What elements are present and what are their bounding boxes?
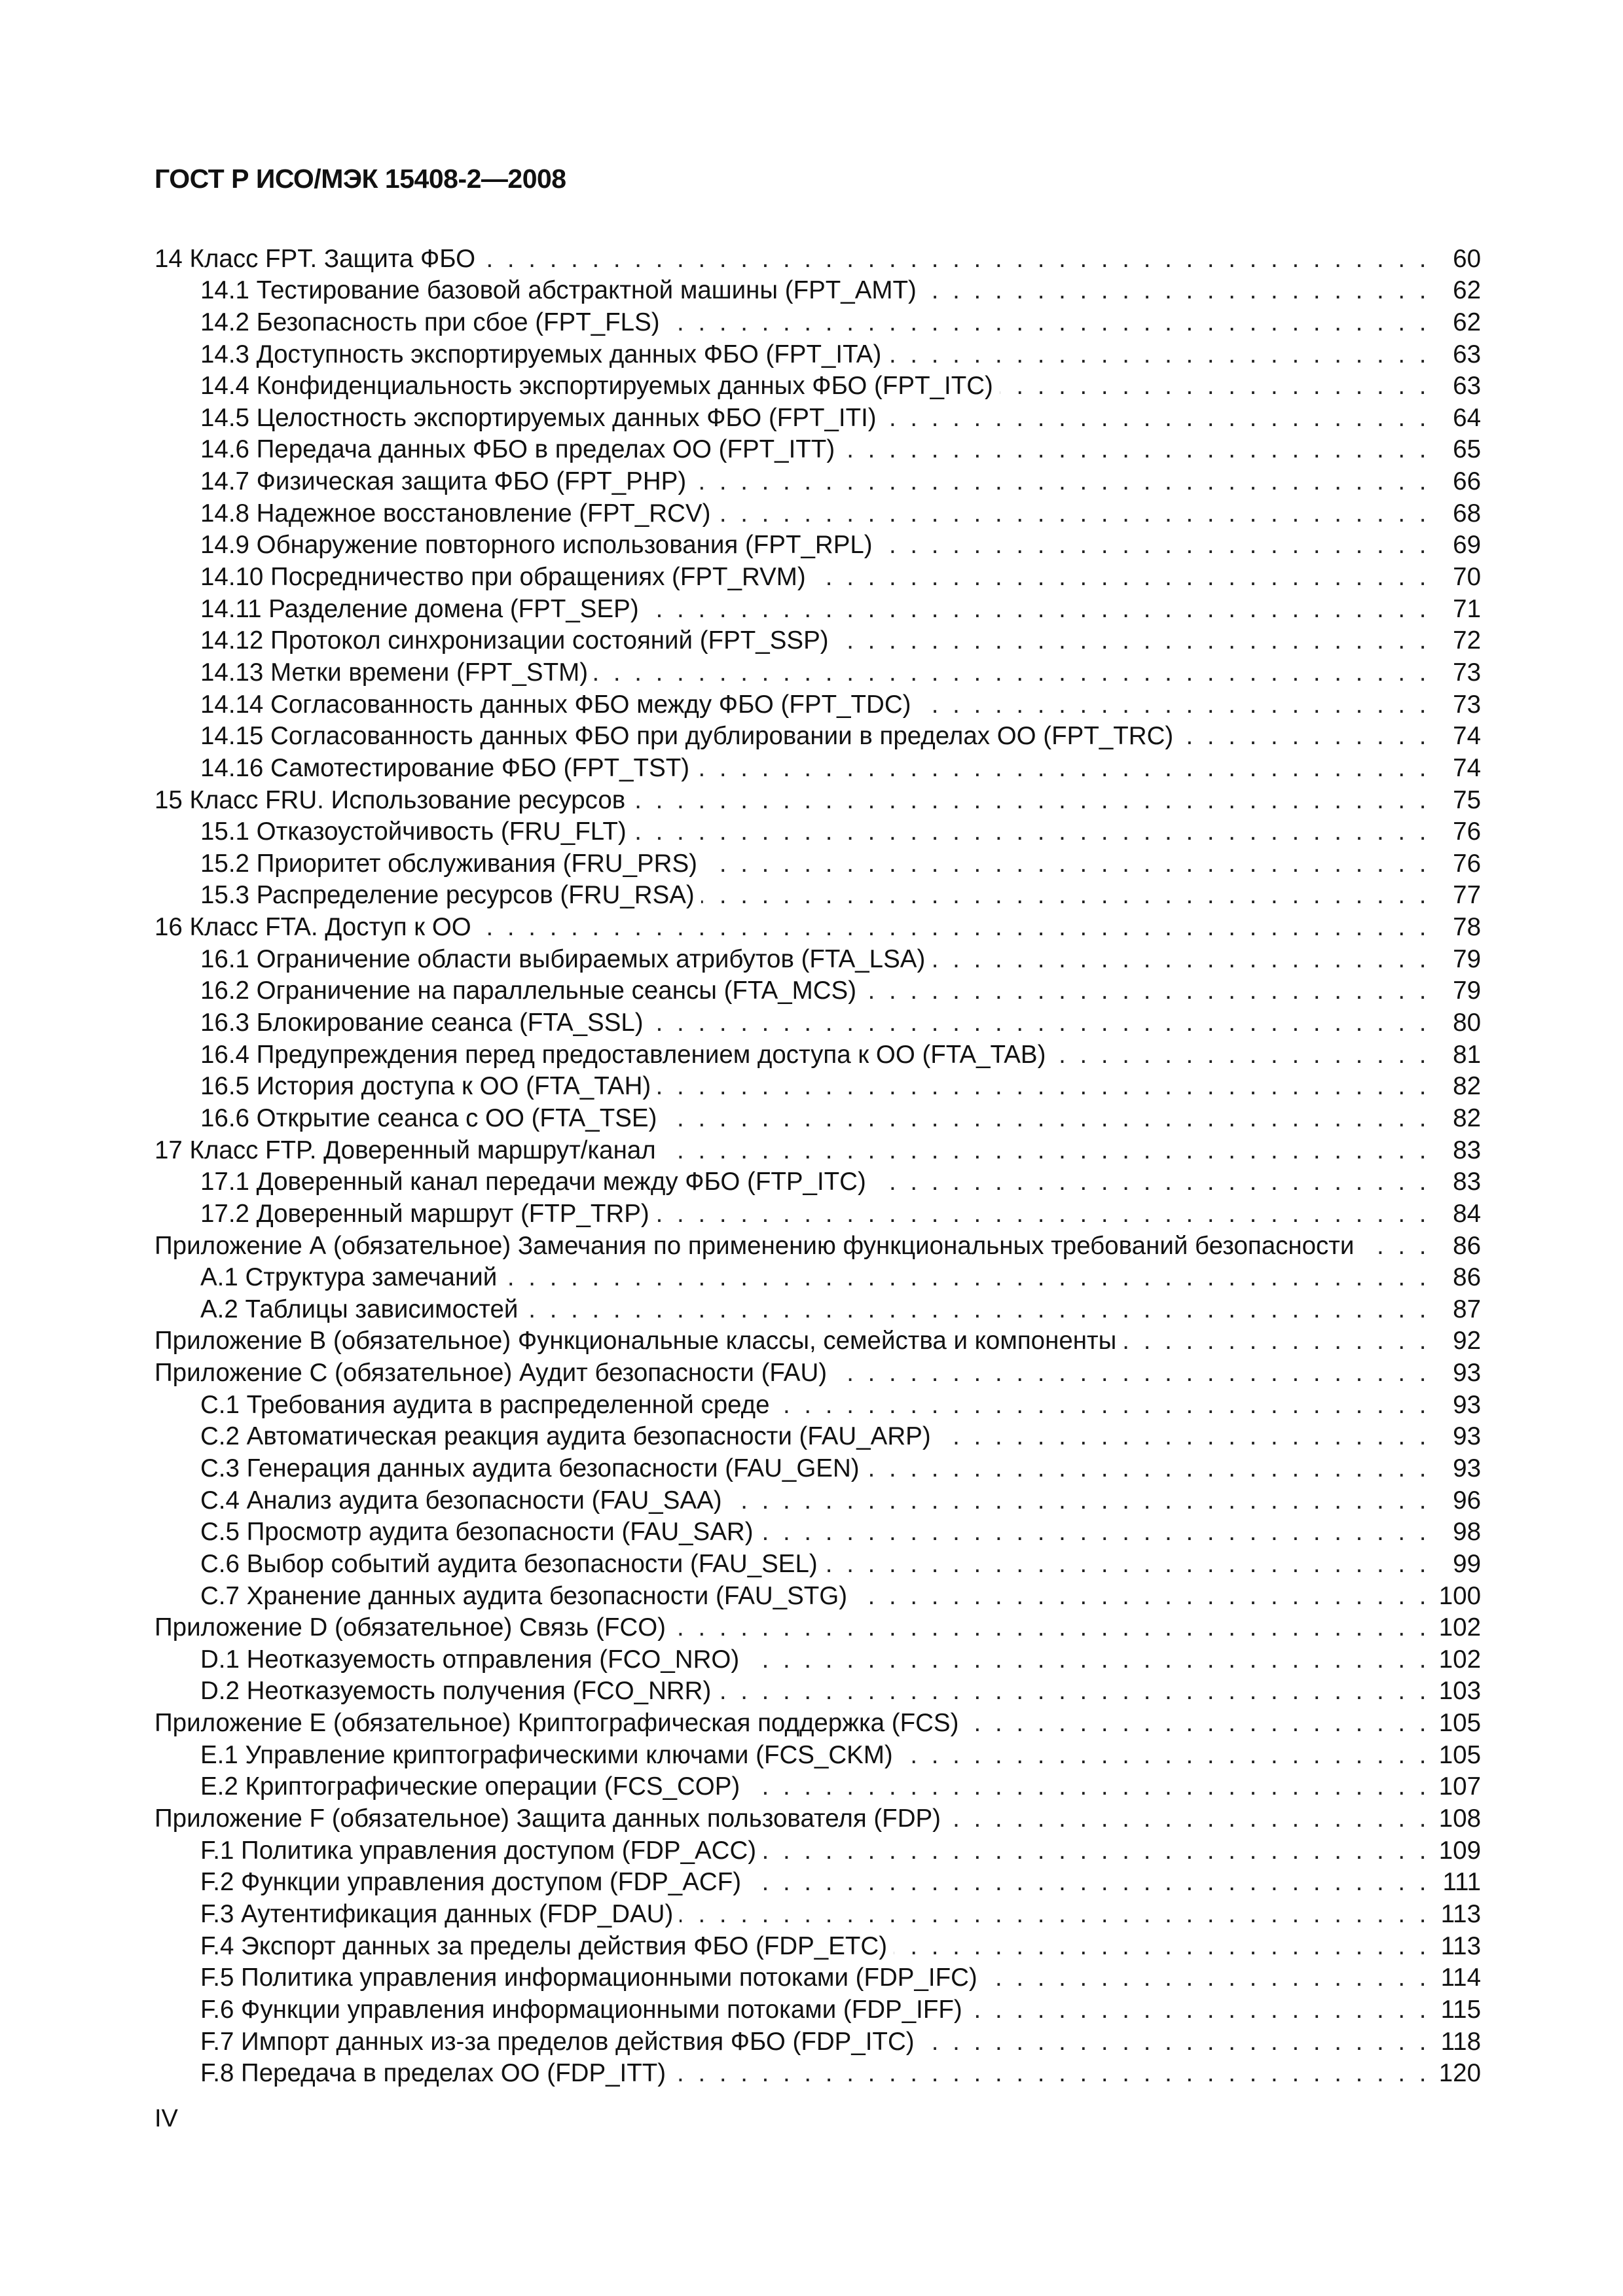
toc-leader-dots (921, 2026, 1430, 2058)
toc-entry-page: 93 (1453, 1390, 1481, 1419)
toc-leader-dots (656, 1198, 1430, 1230)
toc-entry-page: 113 (1440, 1899, 1481, 1928)
toc-entry (155, 1835, 1481, 1867)
toc-entry-title: F.2 Функции управления доступом (FDP_ACF) (200, 1867, 748, 1898)
toc-entry-page: 99 (1453, 1549, 1481, 1578)
toc-entry (155, 1930, 1481, 1962)
toc-entry-title: 14.11 Разделение домена (FPT_SEP) (200, 594, 646, 625)
toc-leader-dots (729, 1485, 1430, 1516)
toc-entry-page: 113 (1440, 1931, 1481, 1960)
toc-entry (155, 1962, 1481, 1994)
toc-leader-dots (1000, 370, 1430, 402)
toc-entry-title: 16.2 Ограничение на параллельные сеансы (FTA_MCS) (200, 975, 863, 1007)
toc-entry (155, 1516, 1481, 1549)
toc-entry-title: F.5 Политика управления информационными потоками (FDP_IFC) (200, 1962, 984, 1994)
toc-entry (155, 1580, 1481, 1612)
toc-entry-page: 75 (1453, 785, 1481, 814)
toc-leader-dots (866, 1453, 1430, 1484)
toc-leader-dots (923, 275, 1430, 306)
toc-entry-title: Приложение Е (обязательное) Криптографическая поддержка (FCS) (155, 1708, 965, 1739)
toc-entry (155, 1898, 1481, 1930)
toc-leader-dots (632, 785, 1430, 816)
toc-entry (155, 529, 1481, 562)
toc-entry-title: Приложение С (обязательное) Аудит безопасности (FAU) (155, 1357, 833, 1389)
toc-entry-title: 16.5 История доступа к ОО (FTA_TAH) (200, 1071, 657, 1102)
toc-entry (155, 816, 1481, 848)
toc-leader-dots (763, 1835, 1430, 1867)
toc-entry-page: 68 (1453, 499, 1481, 528)
toc-entry (155, 1452, 1481, 1484)
toc-entry-title: D.2 Неотказуемость получения (FCO_NRR) (200, 1676, 718, 1707)
toc-entry-page: 93 (1453, 1359, 1481, 1388)
toc-leader-dots (760, 1516, 1430, 1548)
toc-entry (155, 1389, 1481, 1421)
toc-entry (155, 1198, 1481, 1230)
toc-leader-dots (812, 562, 1430, 593)
toc-entry (155, 1262, 1481, 1294)
toc-entry (155, 880, 1481, 912)
toc-leader-dots (965, 1708, 1430, 1739)
toc-entry (155, 561, 1481, 593)
toc-leader-dots (503, 1262, 1430, 1293)
toc-leader-dots (938, 1421, 1430, 1452)
toc-entry-page: 71 (1453, 594, 1481, 623)
toc-entry (155, 721, 1481, 753)
toc-entry-title: 14.16 Самотестирование ФБО (FPT_TST) (200, 753, 696, 784)
toc-entry-page: 86 (1453, 1263, 1481, 1292)
toc-entry (155, 275, 1481, 307)
toc-entry (155, 752, 1481, 784)
toc-entry-title: Приложение А (обязательное) Замечания по применению функциональных требований безопасности (155, 1230, 1360, 1262)
toc-leader-dots (672, 1612, 1430, 1643)
toc-entry-page: 69 (1453, 531, 1481, 560)
toc-entry-title: D.1 Неотказуемость отправления (FCO_NRO) (200, 1644, 746, 1676)
toc-entry (155, 1676, 1481, 1708)
toc-leader-dots (969, 1994, 1430, 2026)
toc-leader-dots (657, 1071, 1430, 1102)
toc-entry-page: 107 (1438, 1772, 1481, 1801)
toc-entry (155, 1643, 1481, 1676)
toc-entry-title: 17 Класс FTP. Доверенный маршрут/канал (155, 1135, 663, 1166)
toc-entry-page: 62 (1453, 308, 1481, 336)
toc-entry (155, 1739, 1481, 1771)
toc-entry-page: 100 (1438, 1581, 1481, 1610)
toc-leader-dots (633, 816, 1430, 848)
toc-entry-title: 16 Класс FTA. Доступ к ОО (155, 912, 478, 943)
toc-entry-title: 14.7 Физическая защита ФБО (FPT_PHP) (200, 466, 693, 497)
toc-entry (155, 656, 1481, 689)
toc-entry-title: 14.3 Доступность экспортируемых данных ФБО (FPT_ITA) (200, 339, 888, 370)
toc-leader-dots (1052, 1039, 1430, 1071)
toc-leader-dots (984, 1962, 1430, 1994)
toc-entry-page: 79 (1453, 977, 1481, 1005)
toc-entry-page: 64 (1453, 403, 1481, 432)
toc-entry-page: 109 (1438, 1836, 1481, 1865)
toc-entry-title: 14.14 Согласованность данных ФБО между ФБО (FPT_TDC) (200, 689, 917, 721)
toc-entry-page: 92 (1453, 1327, 1481, 1355)
toc-entry-page: 93 (1453, 1454, 1481, 1482)
toc-entry (155, 1803, 1481, 1835)
toc-entry-page: 74 (1453, 722, 1481, 751)
toc-leader-dots (1360, 1230, 1430, 1262)
toc-entry (155, 625, 1481, 657)
toc-entry (155, 848, 1481, 880)
toc-entry-title: F.7 Импорт данных из-за пределов действия ФБО (FDP_ITC) (200, 2026, 921, 2058)
toc-entry-page: 87 (1453, 1295, 1481, 1323)
toc-entry (155, 2058, 1481, 2090)
toc-entry-title: 14.15 Согласованность данных ФБО при дублировании в пределах ОО (FPT_TRC) (200, 721, 1180, 752)
toc-entry-title: 16.1 Ограничение области выбираемых атрибутов (FTA_LSA) (200, 944, 932, 975)
toc-entry-title: 14.5 Целостность экспортируемых данных ФБО (FPT_ITI) (200, 403, 883, 434)
toc-entry (155, 1293, 1481, 1325)
toc-leader-dots (718, 1676, 1430, 1707)
toc-entry-page: 79 (1453, 944, 1481, 973)
toc-leader-dots (873, 1166, 1430, 1198)
toc-entry-title: F.4 Экспорт данных за пределы действия ФБО (FDP_ETC) (200, 1931, 894, 1962)
toc-entry-page: 74 (1453, 753, 1481, 782)
toc-leader-dots (894, 1931, 1430, 1962)
toc-entry (155, 1039, 1481, 1071)
toc-entry-page: 70 (1453, 563, 1481, 592)
toc-leader-dots (776, 1390, 1430, 1421)
toc-entry-title: Приложение D (обязательное) Связь (FCO) (155, 1612, 672, 1643)
toc-entry-title: 14.8 Надежное восстановление (FPT_RCV) (200, 498, 717, 529)
toc-entry-title: С.3 Генерация данных аудита безопасности (FAU_GEN) (200, 1453, 866, 1484)
toc-leader-dots (917, 689, 1430, 721)
toc-leader-dots (947, 1803, 1430, 1835)
toc-entry-title: Приложение F (обязательное) Защита данных пользователя (FDP) (155, 1803, 947, 1835)
toc-entry-title: 14.9 Обнаружение повторного использования (FPT_RPL) (200, 529, 879, 561)
toc-entry (155, 497, 1481, 529)
toc-entry-page: 83 (1453, 1136, 1481, 1164)
page-number: IV (155, 2105, 178, 2132)
toc-entry (155, 1867, 1481, 1899)
toc-entry-page: 102 (1438, 1613, 1481, 1642)
toc-leader-dots (478, 912, 1430, 943)
toc-entry-page: 96 (1453, 1486, 1481, 1515)
toc-leader-dots (879, 529, 1430, 561)
toc-entry-title: 17.1 Доверенный канал передачи между ФБО (FTP_ITC) (200, 1166, 873, 1198)
document-header: ГОСТ Р ИСО/МЭК 15408-2—2008 (155, 164, 566, 194)
toc-leader-dots (663, 1135, 1430, 1166)
toc-entry-title: С.6 Выбор событий аудита безопасности (FAU_SEL) (200, 1549, 824, 1580)
toc-leader-dots (854, 1581, 1430, 1612)
toc-entry-title: Приложение В (обязательное) Функциональные классы, семейства и компоненты (155, 1325, 1123, 1357)
toc-leader-dots (932, 944, 1430, 975)
toc-leader-dots (482, 243, 1430, 275)
toc-entry-page: 93 (1453, 1422, 1481, 1451)
toc-leader-dots (701, 880, 1430, 911)
toc-entry-title: 14 Класс FPT. Защита ФБО (155, 243, 482, 275)
toc-entry-title: 15.3 Распределение ресурсов (FRU_RSA) (200, 880, 701, 911)
toc-entry (155, 338, 1481, 370)
toc-entry (155, 975, 1481, 1007)
toc-entry-page: 63 (1453, 372, 1481, 401)
toc-entry-page: 114 (1440, 1964, 1481, 1992)
toc-entry (155, 911, 1481, 943)
toc-entry-title: F.8 Передача в пределах ОО (FDP_ITT) (200, 2058, 672, 2089)
toc-leader-dots (835, 625, 1430, 656)
toc-entry (155, 1325, 1481, 1357)
toc-entry (155, 243, 1481, 275)
toc-entry-page: 98 (1453, 1518, 1481, 1547)
toc-entry-page: 105 (1438, 1709, 1481, 1738)
toc-entry-title: 15 Класс FRU. Использование ресурсов (155, 785, 632, 816)
toc-entry-title: 14.13 Метки времени (FPT_STM) (200, 657, 594, 689)
toc-entry-title: А.2 Таблицы зависимостей (200, 1294, 524, 1325)
toc-entry-page: 86 (1453, 1231, 1481, 1260)
toc-entry-title: 14.6 Передача данных ФБО в пределах ОО (FPT_ITT) (200, 434, 841, 465)
toc-entry-page: 66 (1453, 467, 1481, 496)
toc-leader-dots (717, 498, 1430, 529)
toc-entry (155, 1771, 1481, 1803)
toc-entry-title: С.2 Автоматическая реакция аудита безопасности (FAU_ARP) (200, 1421, 938, 1452)
toc-entry-title: С.5 Просмотр аудита безопасности (FAU_SAR) (200, 1516, 760, 1548)
toc-leader-dots (746, 1771, 1430, 1803)
toc-entry-page: 78 (1453, 913, 1481, 942)
toc-leader-dots (888, 339, 1430, 370)
toc-entry-page: 84 (1453, 1199, 1481, 1228)
toc-leader-dots (748, 1867, 1430, 1898)
toc-entry-page: 118 (1440, 2027, 1481, 2056)
toc-entry (155, 689, 1481, 721)
toc-entry-title: 14.1 Тестирование базовой абстрактной машины (FPT_AMT) (200, 275, 923, 306)
toc-entry (155, 1612, 1481, 1644)
toc-entry (155, 1484, 1481, 1516)
toc-leader-dots (704, 848, 1430, 880)
toc-leader-dots (900, 1740, 1430, 1771)
toc-leader-dots (594, 657, 1430, 689)
toc-entry (155, 1357, 1481, 1389)
toc-entry-page: 115 (1440, 1995, 1481, 2024)
toc-entry-title: F.6 Функции управления информационными потоками (FDP_IFF) (200, 1994, 969, 2026)
toc-entry-title: С.7 Хранение данных аудита безопасности (FAU_STG) (200, 1581, 854, 1612)
toc-entry-page: 103 (1438, 1677, 1481, 1706)
toc-entry (155, 1166, 1481, 1198)
toc-entry (155, 1230, 1481, 1262)
toc-leader-dots (883, 403, 1430, 434)
toc-entry (155, 943, 1481, 975)
toc-entry-title: 14.2 Безопасность при сбое (FPT_FLS) (200, 307, 666, 338)
toc-entry-page: 72 (1453, 626, 1481, 655)
toc-entry-page: 76 (1453, 817, 1481, 846)
toc-entry-title: 16.6 Открытие сеанса с ОО (FTA_TSE) (200, 1103, 663, 1134)
toc-leader-dots (696, 753, 1430, 784)
toc-entry (155, 784, 1481, 816)
toc-leader-dots (824, 1549, 1430, 1580)
toc-entry-title: 14.12 Протокол синхронизации состояний (FPT_SSP) (200, 625, 835, 656)
toc-entry-title: F.1 Политика управления доступом (FDP_ACC) (200, 1835, 763, 1867)
toc-leader-dots (650, 1007, 1430, 1039)
toc-leader-dots (646, 594, 1430, 625)
toc-entry-title: А.1 Структура замечаний (200, 1262, 503, 1293)
toc-leader-dots (1123, 1325, 1430, 1357)
toc-entry (155, 434, 1481, 466)
toc-entry (155, 1134, 1481, 1166)
toc-entry-page: 108 (1438, 1804, 1481, 1833)
toc-leader-dots (663, 1103, 1430, 1134)
toc-entry-page: 82 (1453, 1072, 1481, 1101)
toc-leader-dots (1180, 721, 1430, 752)
toc-entry (155, 465, 1481, 497)
toc-entry (155, 593, 1481, 625)
toc-entry (155, 1071, 1481, 1103)
toc-entry-title: 16.4 Предупреждения перед предоставлением доступа к ОО (FTA_TAB) (200, 1039, 1052, 1071)
toc-leader-dots (693, 466, 1430, 497)
toc-entry-page: 81 (1453, 1040, 1481, 1069)
toc-entry-page: 76 (1453, 849, 1481, 878)
table-of-contents (155, 243, 1481, 2089)
toc-leader-dots (746, 1644, 1430, 1676)
toc-entry-page: 63 (1453, 340, 1481, 368)
toc-entry-page: 65 (1453, 435, 1481, 464)
toc-entry-page: 73 (1453, 658, 1481, 687)
toc-entry (155, 1421, 1481, 1453)
toc-entry (155, 1102, 1481, 1134)
toc-leader-dots (863, 975, 1430, 1007)
toc-entry (155, 370, 1481, 403)
toc-entry-title: F.3 Аутентификация данных (FDP_DAU) (200, 1899, 680, 1930)
toc-leader-dots (833, 1357, 1430, 1389)
toc-entry (155, 1994, 1481, 2026)
toc-entry (155, 1007, 1481, 1039)
toc-entry (155, 402, 1481, 434)
toc-entry-title: 14.10 Посредничество при обращениях (FPT_RVM) (200, 562, 812, 593)
toc-entry-page: 80 (1453, 1009, 1481, 1037)
toc-entry (155, 1548, 1481, 1580)
toc-entry (155, 306, 1481, 338)
toc-entry-title: 15.1 Отказоустойчивость (FRU_FLT) (200, 816, 633, 848)
toc-leader-dots (666, 307, 1430, 338)
toc-entry-title: 15.2 Приоритет обслуживания (FRU_PRS) (200, 848, 704, 880)
toc-entry-title: Е.2 Криптографические операции (FCS_COP) (200, 1771, 746, 1803)
toc-entry-page: 73 (1453, 690, 1481, 719)
toc-entry-title: С.1 Требования аудита в распределенной среде (200, 1390, 776, 1421)
toc-entry (155, 2026, 1481, 2058)
toc-leader-dots (524, 1294, 1430, 1325)
toc-entry-page: 77 (1453, 881, 1481, 910)
toc-leader-dots (672, 2058, 1430, 2089)
toc-entry-page: 105 (1438, 1740, 1481, 1769)
toc-entry-title: 14.4 Конфиденциальность экспортируемых данных ФБО (FPT_ITC) (200, 370, 1000, 402)
toc-entry-title: Е.1 Управление криптографическими ключами (FCS_CKM) (200, 1740, 900, 1771)
toc-entry-page: 83 (1453, 1168, 1481, 1196)
toc-entry-page: 111 (1442, 1868, 1481, 1897)
toc-entry-page: 82 (1453, 1103, 1481, 1132)
toc-entry-page: 120 (1438, 2059, 1481, 2088)
toc-entry-title: 17.2 Доверенный маршрут (FTP_TRP) (200, 1198, 656, 1230)
toc-entry-page: 60 (1453, 244, 1481, 273)
toc-entry (155, 1707, 1481, 1739)
toc-leader-dots (841, 434, 1430, 465)
toc-entry-page: 102 (1438, 1645, 1481, 1674)
toc-entry-title: 16.3 Блокирование сеанса (FTA_SSL) (200, 1007, 650, 1039)
toc-entry-page: 62 (1453, 276, 1481, 305)
toc-entry-title: С.4 Анализ аудита безопасности (FAU_SAA) (200, 1485, 729, 1516)
toc-leader-dots (680, 1899, 1430, 1930)
